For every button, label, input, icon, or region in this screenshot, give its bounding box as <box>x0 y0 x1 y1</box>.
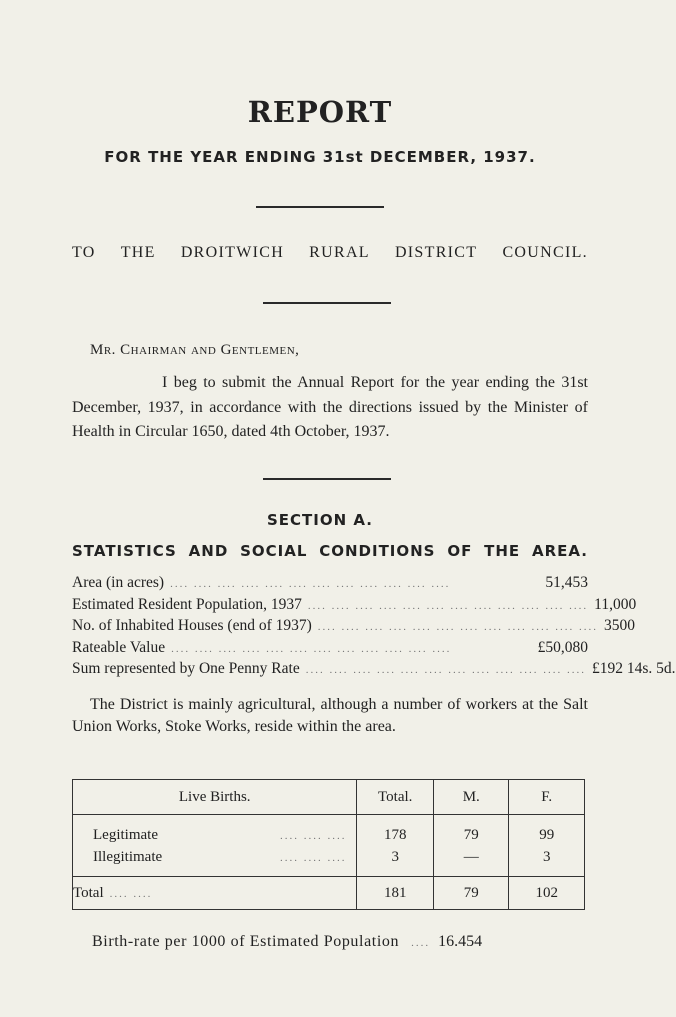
leader-dots: .... .... .... .... .... .... .... .... .... .... .... .... <box>171 642 452 655</box>
table-header-row <box>73 780 585 815</box>
leader-dots: .... .... .... .... .... .... .... .... .... .... .... .... <box>317 621 599 634</box>
birth-rate-value: 16.454 <box>438 933 483 950</box>
cell-female: 102 <box>509 877 585 910</box>
stat-value: 51,453 <box>545 574 588 591</box>
stat-row <box>72 660 676 682</box>
section-subheading <box>72 542 588 560</box>
stat-row <box>72 595 637 618</box>
leader-dots: .... <box>411 937 431 949</box>
row-label-cell <box>73 846 357 877</box>
leader-dots: .... .... .... <box>279 851 347 864</box>
stat-value: 11,000 <box>594 595 637 613</box>
district-note-text: The District is mainly agricultural, although a number of workers at the Salt Union Works, Stoke Works, reside within the area. <box>72 696 588 735</box>
column-header: M. <box>434 780 509 815</box>
leader-dots: .... .... .... <box>279 829 347 842</box>
divider-rule <box>263 302 391 304</box>
leader-dots: .... .... .... .... .... .... .... .... .... .... .... .... <box>170 578 451 590</box>
subheading-word: AND <box>188 542 229 560</box>
birth-rate-line <box>92 933 586 951</box>
letter-body <box>72 371 588 445</box>
divider-rule <box>263 478 391 480</box>
stat-label: Estimated Resident Population, 1937 <box>72 595 302 613</box>
subheading-word: OF <box>447 542 473 560</box>
column-header: Live Births. <box>73 780 357 815</box>
stat-label: Rateable Value <box>72 638 166 656</box>
row-label: Illegitimate <box>93 848 163 865</box>
birth-rate-label: Birth-rate per 1000 of Estimated Population <box>92 933 400 950</box>
addressee-word: DROITWICH <box>180 244 285 261</box>
stat-value: 3500 <box>604 617 636 635</box>
table-row <box>73 815 585 847</box>
stat-row <box>72 574 588 596</box>
addressee-line <box>72 244 588 262</box>
live-births-table <box>72 779 585 910</box>
subheading-word: THE <box>484 542 521 560</box>
cell-total: 178 <box>357 815 434 847</box>
column-header: Total. <box>357 780 434 815</box>
district-note <box>72 694 588 737</box>
subheading-word: SOCIAL <box>240 542 308 560</box>
stat-label: Area (in acres) <box>72 574 165 591</box>
statistics-list <box>72 574 676 682</box>
row-label: Legitimate <box>93 826 158 843</box>
stat-row <box>72 617 636 639</box>
column-header: F. <box>509 780 585 815</box>
subheading-word: AREA. <box>531 542 588 560</box>
stat-label: No. of Inhabited Houses (end of 1937) <box>72 617 312 635</box>
subheading-word: STATISTICS <box>72 542 177 560</box>
addressee-word: TO <box>72 244 96 261</box>
divider-rule <box>256 206 384 208</box>
stat-value: £192 14s. 5d. <box>591 660 676 678</box>
letter-body-text: I beg to submit the Annual Report for the year ending the 31st December, 1937, in accordance with the directions issued by the Minister of Health in Circular 1650, dated 4th October, 1937. <box>72 374 588 440</box>
report-title: REPORT <box>247 95 393 129</box>
salutation: Mr. Chairman and Gentlemen, <box>90 342 300 358</box>
cell-female: 99 <box>509 815 585 847</box>
stat-row <box>72 639 588 661</box>
cell-total: 181 <box>357 877 434 910</box>
cell-total: 3 <box>357 846 434 877</box>
cell-male: — <box>434 846 509 877</box>
cell-male: 79 <box>434 877 509 910</box>
table-total-row <box>73 877 585 910</box>
row-label-cell <box>73 815 357 847</box>
addressee-word: COUNCIL. <box>502 244 588 261</box>
subheading-word: CONDITIONS <box>319 542 436 560</box>
leader-dots: .... .... .... .... .... .... .... .... .... .... .... .... <box>307 599 589 612</box>
stat-label: Sum represented by One Penny Rate <box>72 660 300 678</box>
report-subtitle: FOR THE YEAR ENDING 31st DECEMBER, 1937. <box>104 148 536 166</box>
cell-female: 3 <box>509 846 585 877</box>
leader-dots: .... .... .... .... .... .... .... .... .... .... .... .... <box>305 664 586 677</box>
total-label: Total <box>73 884 104 901</box>
total-label-cell <box>73 877 357 910</box>
addressee-word: RURAL <box>309 244 370 261</box>
cell-male: 79 <box>434 815 509 847</box>
section-heading: SECTION A. <box>267 511 373 529</box>
addressee-word: THE <box>120 244 156 261</box>
table-row <box>73 846 585 877</box>
stat-value: £50,080 <box>537 638 588 656</box>
leader-dots: .... .... <box>109 887 153 900</box>
addressee-word: DISTRICT <box>394 244 478 261</box>
